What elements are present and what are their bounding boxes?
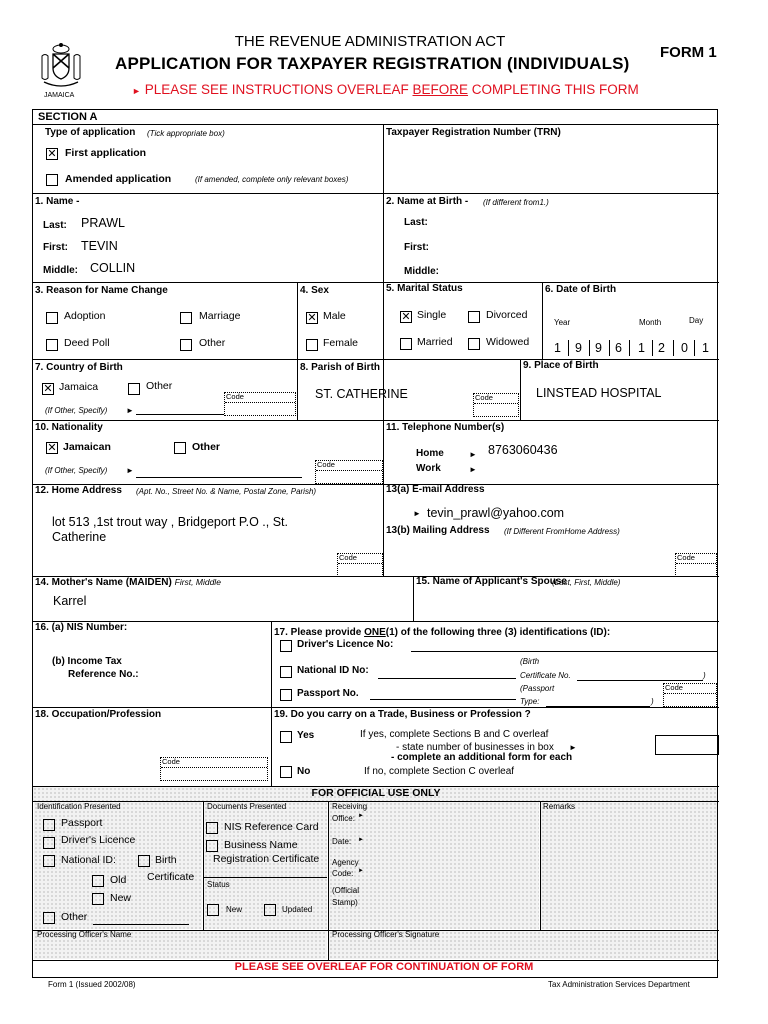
trade-yes-label: Yes: [297, 730, 315, 741]
crest-label: JAMAICA: [44, 92, 75, 99]
trade-additional-text: - complete an additional form for each: [391, 752, 573, 763]
country-specify-line[interactable]: [136, 414, 224, 415]
mailing-code-box[interactable]: Code: [675, 553, 717, 577]
other-birth-label: Other: [146, 380, 173, 392]
passport-label: Passport No.: [297, 688, 359, 699]
mailing-hint: (If Different FromHome Address): [504, 527, 620, 536]
country-label: 7. Country of Birth: [35, 362, 123, 373]
email-value[interactable]: tevin_prawl@yahoo.com: [427, 506, 565, 520]
parish-value[interactable]: ST. CATHERINE: [315, 387, 408, 401]
department-name: Tax Administration Services Department: [548, 980, 690, 989]
official-other-line[interactable]: [93, 924, 189, 925]
nis-card-checkbox[interactable]: [206, 822, 218, 834]
official-drivers-label: Driver's Licence: [61, 834, 136, 846]
country-specify-hint: (If Other, Specify): [45, 406, 108, 415]
reason-other-label: Other: [199, 337, 226, 349]
officer-name-label: Processing Officer's Name: [37, 930, 132, 939]
phone-work-label: Work: [416, 463, 441, 474]
spouse-label: 15. Name of Applicant's Spouse: [416, 576, 567, 587]
email-label: 13(a) E-mail Address: [386, 484, 485, 495]
female-label: Female: [323, 337, 359, 349]
drivers-licence-label: Driver's Licence No:: [297, 639, 394, 650]
passport-hint-b: Type:: [520, 697, 540, 706]
form-issued: Form 1 (Issued 2002/08): [48, 980, 136, 989]
nis-label: 16. (a) NIS Number:: [35, 622, 128, 633]
trade-no-label: No: [297, 766, 311, 777]
trade-state-text: - state number of businesses in box: [396, 742, 554, 753]
birth-cert-line[interactable]: [577, 680, 703, 681]
dob-digit: 0: [681, 341, 688, 355]
arrow-right-icon: ►: [126, 466, 134, 475]
birth-cert-hint-b: Certificate No.: [520, 671, 571, 680]
instructions-note: ► PLEASE SEE INSTRUCTIONS OVERLEAF BEFORE COMPLETING THIS FORM: [132, 82, 639, 97]
divorced-checkbox[interactable]: [468, 311, 480, 323]
birth-middle-label: Middle:: [404, 266, 439, 277]
birth-cert-hint-a: (Birth: [520, 657, 540, 666]
marriage-label: Marriage: [199, 310, 241, 322]
passport-hint-c: ): [651, 697, 654, 706]
dob-digit: 1: [638, 341, 645, 355]
trade-yes-text: If yes, complete Sections B and C overleaf: [360, 729, 549, 740]
last-name-label: Last:: [43, 220, 67, 231]
business-cert-label: Registration Certificate: [213, 853, 320, 865]
other-birth-checkbox[interactable]: [128, 383, 140, 395]
birth-first-label: First:: [404, 242, 429, 253]
nationality-other-checkbox[interactable]: [174, 442, 186, 454]
income-tax-label: (b) Income Tax: [52, 656, 122, 667]
reason-label: 3. Reason for Name Change: [35, 285, 168, 296]
first-application-checkbox[interactable]: [46, 148, 58, 160]
income-tax-ref-label: Reference No.:: [68, 669, 139, 680]
arrow-right-icon: ►: [358, 837, 364, 843]
official-title: FOR OFFICIAL USE ONLY: [311, 787, 441, 799]
status-new-label: New: [226, 905, 243, 914]
arrow-right-icon: ►: [569, 743, 577, 752]
marital-label: 5. Marital Status: [386, 283, 463, 294]
nationality-other-label: Other: [192, 441, 221, 453]
married-label: Married: [417, 336, 453, 348]
registration-form: [32, 109, 718, 978]
occupation-label: 18. Occupation/Profession: [35, 709, 162, 720]
amended-application-label: Amended application: [65, 173, 172, 185]
official-other-checkbox[interactable]: [43, 912, 55, 924]
ids-label: 17. Please provide ONE(1) of the following three (3) identifications (ID):: [274, 627, 611, 638]
official-national-label: National ID:: [61, 854, 116, 866]
nationality-specify-hint: (If Other, Specify): [45, 466, 108, 475]
official-certificate-label: Certificate: [147, 871, 195, 883]
parish-label: 8. Parish of Birth: [300, 362, 381, 373]
official-old-checkbox[interactable]: [92, 875, 104, 887]
passport-hint-a: (Passport: [520, 684, 555, 693]
page-title: APPLICATION FOR TAXPAYER REGISTRATION (INDIVIDUALS): [115, 54, 630, 73]
jamaican-checkbox[interactable]: [46, 442, 58, 454]
country-code-box[interactable]: Code: [224, 392, 296, 416]
national-id-checkbox[interactable]: [280, 666, 292, 678]
address-label: 12. Home Address: [35, 485, 122, 496]
dob-label: 6. Date of Birth: [545, 284, 617, 295]
status-new-checkbox[interactable]: [207, 904, 219, 916]
drivers-licence-checkbox[interactable]: [280, 640, 292, 652]
phone-label: 11. Telephone Number(s): [386, 422, 505, 433]
status-updated-label: Updated: [282, 905, 313, 914]
agency-code-label: Code:: [332, 869, 354, 878]
spouse-hint: (Last, First, Middle): [552, 578, 621, 587]
official-old-label: Old: [110, 874, 127, 886]
officer-sig-label: Processing Officer's Signature: [332, 930, 440, 939]
single-checkbox[interactable]: [400, 311, 412, 323]
amended-application-checkbox[interactable]: [46, 174, 58, 186]
address-hint: (Apt. No., Street No. & Name, Postal Zone, Parish): [136, 487, 317, 496]
stamp-label-b: Stamp): [332, 898, 358, 907]
business-name-checkbox[interactable]: [206, 840, 218, 852]
arrow-right-icon: ►: [132, 86, 141, 96]
place-value[interactable]: LINSTEAD HOSPITAL: [536, 386, 662, 400]
trade-no-checkbox[interactable]: [280, 766, 292, 778]
dob-digit: 1: [554, 341, 561, 355]
arrow-right-icon: ►: [413, 509, 421, 518]
trn-label: Taxpayer Registration Number (TRN): [386, 127, 561, 138]
type-label: Type of application: [45, 127, 136, 138]
first-name-value[interactable]: TEVIN: [81, 239, 118, 253]
dob-digit: 6: [615, 341, 622, 355]
national-id-label: National ID No:: [297, 665, 369, 676]
first-name-label: First:: [43, 242, 68, 253]
birth-name-hint: (If different from1.): [483, 198, 549, 207]
official-other-label: Other: [61, 911, 88, 923]
male-checkbox[interactable]: [306, 312, 318, 324]
deed-poll-checkbox[interactable]: [46, 339, 58, 351]
first-application-label: First application: [65, 147, 147, 159]
official-birth-checkbox[interactable]: [138, 855, 150, 867]
marriage-checkbox[interactable]: [180, 312, 192, 324]
occupation-code-box[interactable]: Code: [160, 757, 268, 781]
official-passport-label: Passport: [61, 817, 103, 829]
widowed-checkbox[interactable]: [468, 338, 480, 350]
dob-digit: 1: [702, 341, 709, 355]
deed-poll-label: Deed Poll: [64, 337, 110, 349]
dob-month-label: Month: [639, 318, 662, 327]
single-label: Single: [417, 309, 447, 321]
nis-card-label: NIS Reference Card: [224, 821, 319, 833]
male-label: Male: [323, 310, 346, 322]
receiving-office-label: Office:: [332, 814, 355, 823]
passport-checkbox[interactable]: [280, 689, 292, 701]
official-drivers-checkbox[interactable]: [43, 837, 55, 849]
divorced-label: Divorced: [486, 309, 528, 321]
address-line2[interactable]: Catherine: [52, 530, 107, 544]
date-label: Date:: [332, 837, 352, 846]
nationality-specify-line[interactable]: [136, 477, 302, 478]
phone-home-label: Home: [416, 448, 444, 459]
trade-label: 19. Do you carry on a Trade, Business or Profession ?: [274, 709, 531, 720]
last-name-value[interactable]: PRAWL: [81, 216, 125, 230]
dob-digit: 2: [658, 341, 665, 355]
passport-type-line[interactable]: [546, 706, 650, 707]
arrow-right-icon: ►: [358, 868, 364, 874]
arrow-right-icon: ►: [126, 406, 134, 415]
parish-code-box[interactable]: Code: [473, 393, 519, 417]
mother-label: 14. Mother's Name (MAIDEN) First, Middle: [35, 577, 221, 588]
adoption-label: Adoption: [64, 310, 106, 322]
drivers-licence-line[interactable]: [411, 651, 717, 652]
id-presented-label: Identification Presented: [37, 802, 121, 811]
adoption-checkbox[interactable]: [46, 312, 58, 324]
dob-year-label: Year: [554, 318, 571, 327]
place-label: 9. Place of Birth: [523, 360, 599, 371]
section-a-title: SECTION A: [38, 111, 98, 123]
jamaica-birth-label: Jamaica: [59, 381, 99, 393]
arrow-right-icon: ►: [358, 813, 364, 819]
remarks-label: Remarks: [543, 802, 576, 811]
official-new-label: New: [110, 892, 132, 904]
official-birth-label: Birth: [155, 854, 177, 866]
birth-name-label: 2. Name at Birth -: [386, 196, 469, 207]
arrow-right-icon: ►: [469, 450, 477, 459]
dob-digit: 9: [595, 341, 602, 355]
reason-other-checkbox[interactable]: [180, 339, 192, 351]
nationality-label: 10. Nationality: [35, 422, 103, 433]
arrow-right-icon: ►: [469, 465, 477, 474]
sex-label: 4. Sex: [300, 285, 329, 296]
passport-line[interactable]: [370, 699, 516, 700]
address-line1[interactable]: lot 513 ,1st trout way , Bridgeport P.O ., St.: [52, 515, 288, 529]
type-hint: (Tick appropriate box): [147, 129, 225, 138]
business-count-box[interactable]: [655, 735, 719, 755]
official-passport-checkbox[interactable]: [43, 819, 55, 831]
receiving-label: Receiving: [332, 802, 368, 811]
address-code-box[interactable]: Code: [337, 553, 383, 577]
national-id-line[interactable]: [378, 678, 516, 679]
trade-yes-checkbox[interactable]: [280, 731, 292, 743]
status-updated-checkbox[interactable]: [264, 904, 276, 916]
mother-value[interactable]: Karrel: [53, 594, 87, 608]
birth-last-label: Last:: [404, 217, 428, 228]
middle-name-label: Middle:: [43, 265, 78, 276]
status-label: Status: [207, 880, 230, 889]
name-label: 1. Name -: [35, 196, 80, 207]
nationality-code-box[interactable]: Code: [315, 460, 383, 484]
mailing-label: 13(b) Mailing Address: [386, 525, 490, 536]
amended-hint: (If amended, complete only relevant boxes): [195, 175, 349, 184]
form-number: FORM 1: [660, 44, 717, 61]
married-checkbox[interactable]: [400, 338, 412, 350]
female-checkbox[interactable]: [306, 339, 318, 351]
jamaica-birth-checkbox[interactable]: [42, 383, 54, 395]
stamp-label-a: (Official: [332, 886, 359, 895]
official-national-checkbox[interactable]: [43, 855, 55, 867]
dob-digit: 9: [575, 341, 582, 355]
phone-home-value[interactable]: 8763060436: [488, 443, 558, 457]
act-title: THE REVENUE ADMINISTRATION ACT: [234, 33, 506, 50]
passport-code-box[interactable]: Code: [663, 683, 717, 707]
jamaican-label: Jamaican: [63, 441, 111, 453]
business-name-label: Business Name: [224, 839, 298, 851]
docs-presented-label: Documents Presented: [207, 802, 287, 811]
continuation-note: PLEASE SEE OVERLEAF FOR CONTINUATION OF FORM: [234, 961, 534, 973]
official-new-checkbox[interactable]: [92, 893, 104, 905]
dob-day-label: Day: [689, 316, 704, 325]
widowed-label: Widowed: [486, 336, 530, 348]
middle-name-value[interactable]: COLLIN: [90, 261, 136, 275]
trade-no-text: If no, complete Section C overleaf: [364, 766, 515, 777]
agency-label: Agency: [332, 858, 359, 867]
birth-cert-hint-c: ): [703, 671, 706, 680]
